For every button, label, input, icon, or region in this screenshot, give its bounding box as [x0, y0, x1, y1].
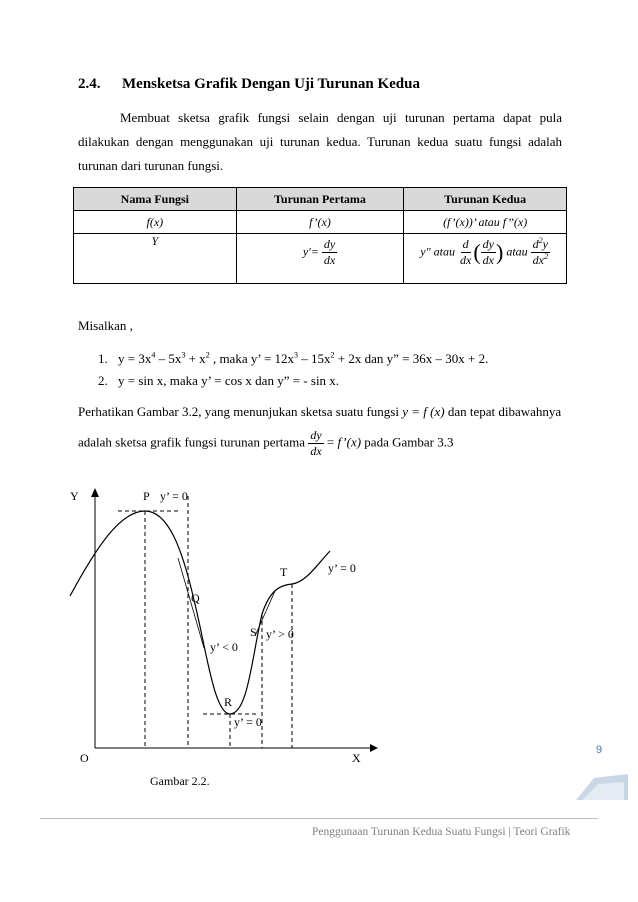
x-axis-arrow: [370, 744, 378, 752]
example-text: – 15x: [298, 351, 331, 366]
list-number: 2.: [98, 373, 108, 388]
example-text: y = sin x, maka y’ = cos x dan y” = - sin x.: [118, 373, 340, 388]
numerator: dy: [323, 237, 336, 251]
example-text: , maka y’ = 12x: [209, 351, 295, 366]
section-title: [78, 76, 420, 93]
fraction: [531, 237, 550, 268]
superscript: 4: [151, 350, 156, 360]
footer-divider: [40, 818, 598, 819]
point-q-label: Q: [191, 591, 200, 605]
numerator: [531, 237, 550, 253]
table-cell: [404, 234, 567, 284]
table-cell: f’(x): [236, 211, 404, 234]
superscript: 3: [294, 350, 299, 360]
point-s-label: S: [250, 625, 257, 639]
numerator: dy: [310, 428, 322, 442]
page-number: 9: [596, 744, 603, 756]
superscript: 2: [205, 350, 210, 360]
fraction: [322, 237, 337, 268]
body-text: adalah sketsa grafik fungsi turunan pertama: [78, 434, 309, 450]
example-item-1: [98, 348, 488, 370]
point-t-derivative-label: y’ = 0: [328, 561, 356, 575]
left-paren: (: [473, 239, 481, 265]
formula-atau: atau: [506, 244, 528, 259]
fraction: [458, 237, 473, 268]
table-header-cell: Turunan Kedua: [404, 188, 567, 211]
footer-text: Penggunaan Turunan Kedua Suatu Fungsi | Teori Grafik: [312, 826, 571, 838]
body-text: pada Gambar 3.3: [361, 434, 454, 450]
example-text: + 2x dan y” = 36x – 30x + 2.: [334, 351, 489, 366]
section-number: 2.4.: [78, 76, 101, 92]
numerator: dy: [482, 237, 494, 251]
point-r-label: R: [224, 695, 233, 709]
superscript: 2: [538, 236, 543, 245]
y-axis-arrow: [91, 488, 99, 497]
table-header-cell: Turunan Pertama: [236, 188, 404, 211]
origin-label: O: [80, 751, 89, 765]
denominator: dx: [323, 253, 336, 267]
denominator: dx: [482, 253, 494, 267]
right-paren: ): [495, 239, 504, 265]
table-cell: [236, 234, 404, 284]
numerator-y: y: [542, 237, 548, 251]
fraction: [481, 237, 496, 268]
function-curve: [70, 511, 330, 714]
table-cell-text: Y: [151, 234, 159, 248]
denominator: dx: [310, 444, 322, 458]
table-row: [74, 234, 567, 284]
point-r-derivative-label: y’ = 0: [234, 715, 262, 729]
dashed-guides: [118, 496, 292, 748]
section-heading: Mensketsa Grafik Dengan Uji Turunan Kedua: [122, 76, 420, 92]
function-sketch-graph: [0, 470, 638, 780]
perhatikan-line-1: [78, 404, 561, 420]
numerator: d: [462, 237, 469, 251]
example-item-2: [98, 370, 339, 392]
numerator-d: d: [532, 237, 539, 251]
point-p-derivative-label: y’ = 0: [160, 489, 188, 503]
table-header-row: [74, 188, 567, 211]
example-text: – 5x: [155, 351, 182, 366]
function-notation: f’(x): [337, 434, 362, 450]
second-derivative-formula: [404, 234, 566, 268]
example-text: y = 3x: [118, 351, 152, 366]
denominator: dx: [460, 253, 472, 267]
body-text: =: [323, 434, 338, 450]
formula-lhs: y'=: [302, 244, 319, 259]
point-p-label: P: [143, 489, 150, 503]
superscript: 3: [181, 350, 186, 360]
denominator-dx: dx: [532, 253, 544, 267]
intro-paragraph: Membuat sketsa grafik fungsi selain dengan uji turunan pertama dapat pula dilakukan dengan menggunakan uji turunan kedua. Turunan kedua suatu fungsi adalah turunan dari turunan fungsi.: [78, 110, 562, 173]
body-text: dan tepat dibawahnya: [444, 404, 562, 419]
first-derivative-formula: [237, 234, 404, 268]
point-t-label: T: [280, 565, 288, 579]
function-notation: y = f (x): [402, 404, 445, 419]
axis-y-label: Y: [70, 489, 79, 503]
table-header-cell: Nama Fungsi: [74, 188, 237, 211]
body-text: Perhatikan Gambar 3.2, yang menunjukan sketsa suatu fungsi: [78, 404, 403, 419]
perhatikan-line-2: [78, 428, 453, 459]
superscript: 2: [543, 252, 548, 261]
formula-lhs: y" atau: [420, 244, 455, 259]
superscript: 2: [330, 350, 335, 360]
table-row: [74, 211, 567, 234]
table-cell: f(x): [74, 211, 237, 234]
point-s-derivative-label: y’ > 0: [266, 627, 294, 641]
page-corner-decoration: [570, 762, 630, 802]
table-cell: [74, 234, 237, 284]
table-cell: (f’(x))’ atau f’’(x): [404, 211, 567, 234]
misalkan-text: Misalkan ,: [78, 318, 133, 333]
denominator: [531, 253, 550, 268]
figure-caption: Gambar 2.2.: [150, 774, 210, 788]
axis-x-label: X: [352, 751, 361, 765]
derivative-table: [73, 187, 567, 284]
list-number: 1.: [98, 351, 108, 366]
negative-derivative-label: y’ < 0: [210, 640, 238, 654]
fraction: [308, 428, 323, 459]
example-text: + x: [185, 351, 206, 366]
